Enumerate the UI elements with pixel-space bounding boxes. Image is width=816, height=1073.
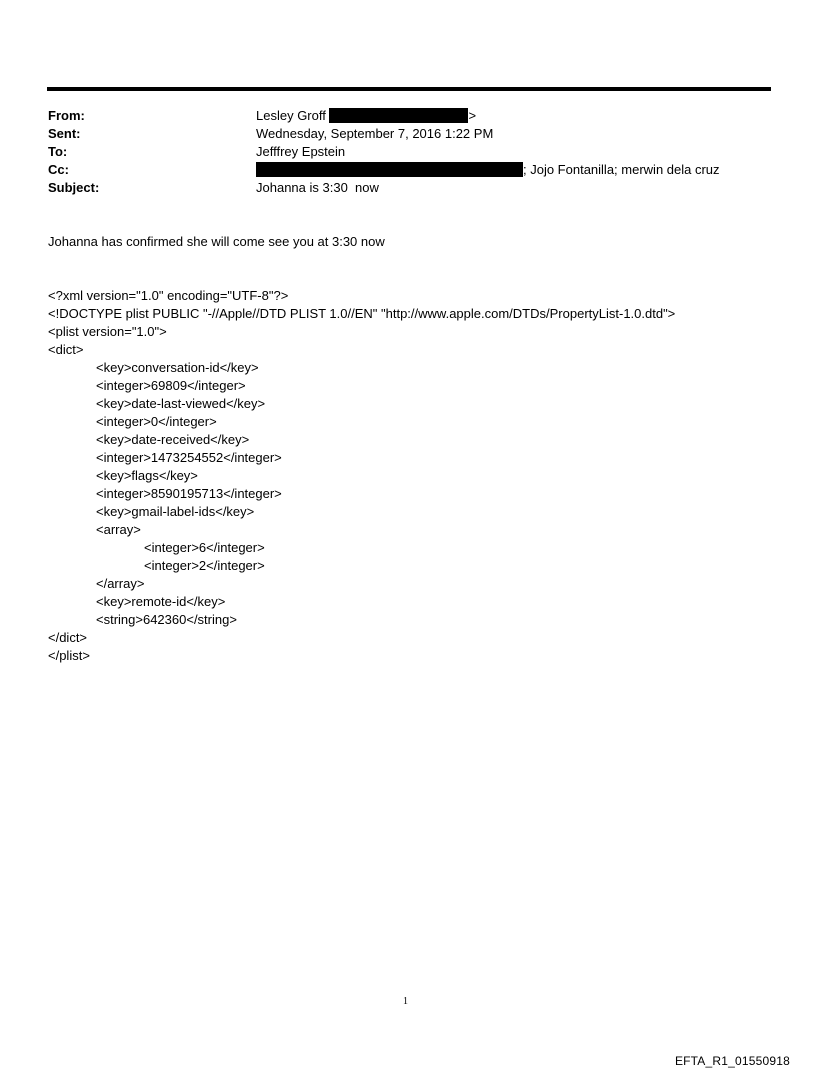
- plist-line: <plist version="1.0">: [48, 324, 167, 339]
- to-value: Jefffrey Epstein: [256, 144, 346, 159]
- from-name: Lesley Groff: [256, 108, 326, 123]
- document-id: EFTA_R1_01550918: [674, 1054, 790, 1068]
- subject-value: Johanna is 3:30 now: [256, 180, 379, 195]
- plist-line: </dict>: [48, 630, 88, 645]
- plist-line: </array>: [96, 576, 145, 591]
- from-suffix: >: [468, 108, 477, 123]
- from-label: From:: [48, 108, 85, 123]
- plist-line: </plist>: [48, 648, 90, 663]
- plist-line: <key>flags</key>: [96, 468, 198, 483]
- plist-line: <integer>69809</integer>: [96, 378, 246, 393]
- sent-label: Sent:: [48, 126, 81, 141]
- plist-line: <key>gmail-label-ids</key>: [96, 504, 255, 519]
- plist-block: [48, 287, 675, 665]
- plist-line: <integer>0</integer>: [96, 414, 217, 429]
- plist-line: <key>conversation-id</key>: [96, 360, 259, 375]
- page-number: 1: [403, 996, 408, 1007]
- cc-value: [256, 161, 720, 179]
- plist-line: <string>642360</string>: [96, 612, 237, 627]
- plist-line: <integer>1473254552</integer>: [96, 450, 282, 465]
- plist-line: <key>date-last-viewed</key>: [96, 396, 266, 411]
- plist-line: <integer>8590195713</integer>: [96, 486, 282, 501]
- redaction-block: [256, 162, 523, 177]
- plist-line: <key>date-received</key>: [96, 432, 250, 447]
- from-value: [256, 107, 476, 125]
- plist-line: <key>remote-id</key>: [96, 594, 226, 609]
- plist-line: <?xml version="1.0" encoding="UTF-8"?>: [48, 288, 289, 303]
- to-label: To:: [48, 144, 68, 159]
- plist-line: <integer>6</integer>: [144, 540, 265, 555]
- cc-recipients: ; Jojo Fontanilla; merwin dela cruz: [523, 162, 720, 177]
- plist-line: <!DOCTYPE plist PUBLIC "-//Apple//DTD PLIST 1.0//EN" "http://www.apple.com/DTDs/PropertyList-1.0.dtd">: [48, 306, 676, 321]
- message-body: Johanna has confirmed she will come see you at 3:30 now: [48, 234, 385, 249]
- sent-value: Wednesday, September 7, 2016 1:22 PM: [256, 126, 494, 141]
- plist-line: <array>: [96, 522, 141, 537]
- redaction-block: [329, 108, 468, 123]
- plist-line: <integer>2</integer>: [144, 558, 265, 573]
- plist-line: <dict>: [48, 342, 84, 357]
- cc-label: Cc:: [48, 162, 69, 177]
- header-divider: [47, 87, 771, 91]
- subject-label: Subject:: [48, 180, 100, 195]
